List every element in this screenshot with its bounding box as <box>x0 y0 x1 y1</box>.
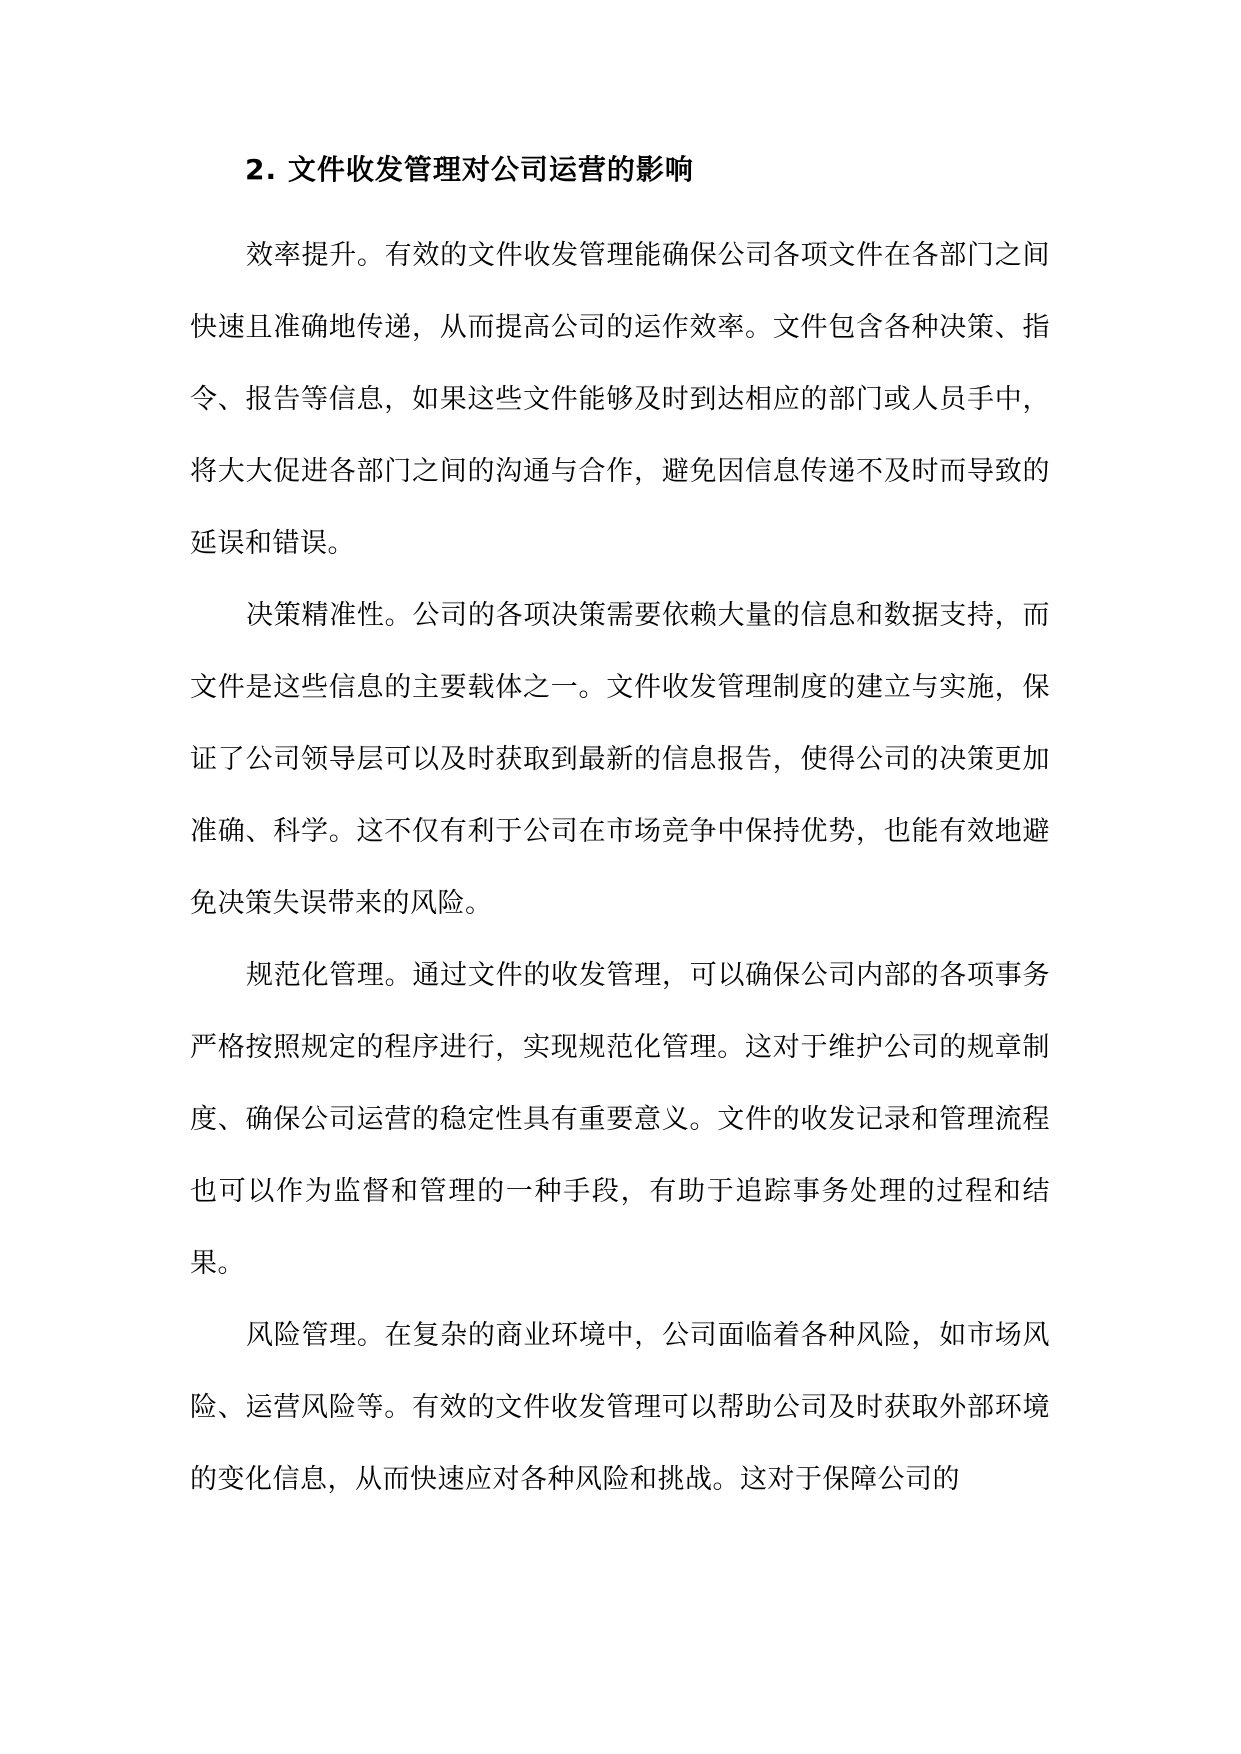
section-heading: 2. 文件收发管理对公司运营的影响 <box>245 153 694 186</box>
paragraph-standardized-management: 规范化管理。通过文件的收发管理，可以确保公司内部的各项事务严格按照规定的程序进行，实现规范化管理。这对于维护公司的规章制度、确保公司运营的稳定性具有重要意义。文件的收发记录和管理流程也可以作为监督和管理的一种手段，有助于追踪事务处理的过程和结果。 <box>190 960 1050 1279</box>
body-text <box>190 220 1050 1516</box>
paragraph-risk-management: 风险管理。在复杂的商业环境中，公司面临着各种风险，如市场风险、运营风险等。有效的文件收发管理可以帮助公司及时获取外部环境的变化信息，从而快速应对各种风险和挑战。这对于保障公司的 <box>190 1320 1050 1495</box>
paragraph-efficiency: 效率提升。有效的文件收发管理能确保公司各项文件在各部门之间快速且准确地传递，从而提高公司的运作效率。文件包含各种决策、指令、报告等信息，如果这些文件能够及时到达相应的部门或人员手中，将大大促进各部门之间的沟通与合作，避免因信息传递不及时而导致的延误和错误。 <box>190 240 1050 559</box>
paragraph-decision-accuracy: 决策精准性。公司的各项决策需要依赖大量的信息和数据支持，而文件是这些信息的主要载体之一。文件收发管理制度的建立与实施，保证了公司领导层可以及时获取到最新的信息报告，使得公司的决策更加准确、科学。这不仅有利于公司在市场竞争中保持优势，也能有效地避免决策失误带来的风险。 <box>190 600 1050 919</box>
